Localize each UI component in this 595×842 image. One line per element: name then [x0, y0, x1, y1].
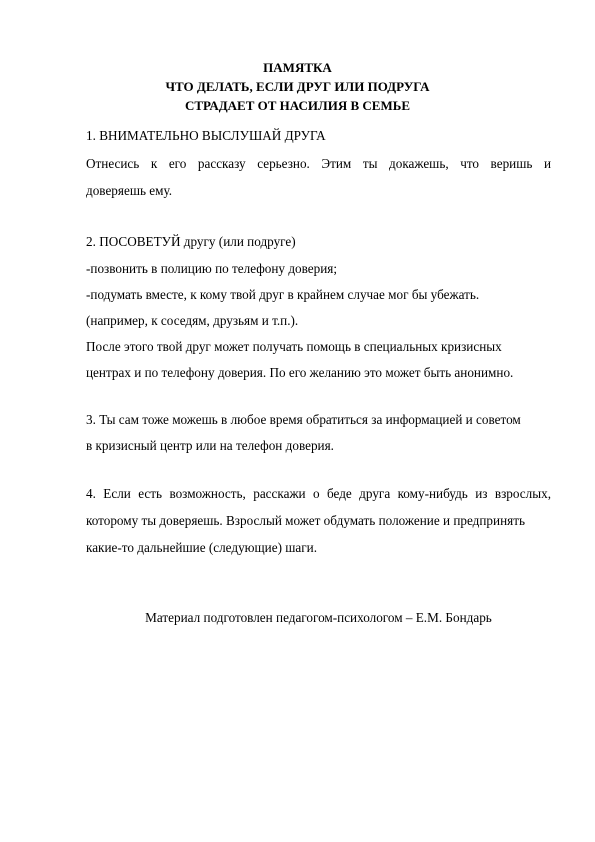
- section-1-heading: 1. ВНИМАТЕЛЬНО ВЫСЛУШАЙ ДРУГА: [86, 128, 326, 143]
- section-4-line-1: 4. Если есть возможность, расскажи о беде друга кому-нибудь из взрослых,: [86, 486, 551, 501]
- section-2-heading: 2. ПОСОВЕТУЙ другу (или подруге): [86, 234, 296, 249]
- section-2-line-1: -позвонить в полицию по телефону доверия;: [86, 261, 338, 276]
- section-3-line-2: в кризисный центр или на телефон доверия.: [86, 438, 334, 453]
- section-2-line-4: После этого твой друг может получать помощь в специальных кризисных: [86, 339, 502, 354]
- section-4-line-2: которому ты доверяешь. Взрослый может обдумать положение и предпринять: [86, 513, 525, 528]
- section-2-line-3: (например, к соседям, друзьям и т.п.).: [86, 313, 299, 328]
- memo-title: [0, 58, 595, 115]
- section-1-line-1: Отнесись к его рассказу серьезно. Этим ты докажешь, что веришь и: [86, 156, 551, 171]
- section-2-line-2: -подумать вместе, к кому твой друг в крайнем случае мог бы убежать.: [86, 287, 480, 302]
- title-line-1: ПАМЯТКА: [263, 60, 332, 75]
- title-line-3: СТРАДАЕТ ОТ НАСИЛИЯ В СЕМЬЕ: [185, 98, 410, 113]
- section-1-line-2: доверяешь ему.: [86, 183, 173, 198]
- section-2-line-5: центрах и по телефону доверия. По его желанию это может быть анонимно.: [86, 365, 514, 380]
- section-3-line-1: 3. Ты сам тоже можешь в любое время обратиться за информацией и советом: [86, 412, 521, 427]
- section-4-line-3: какие-то дальнейшие (следующие) шаги.: [86, 540, 318, 555]
- author-signature: Материал подготовлен педагогом-психологом – Е.М. Бондарь: [145, 610, 492, 625]
- title-line-2: ЧТО ДЕЛАТЬ, ЕСЛИ ДРУГ ИЛИ ПОДРУГА: [165, 79, 430, 94]
